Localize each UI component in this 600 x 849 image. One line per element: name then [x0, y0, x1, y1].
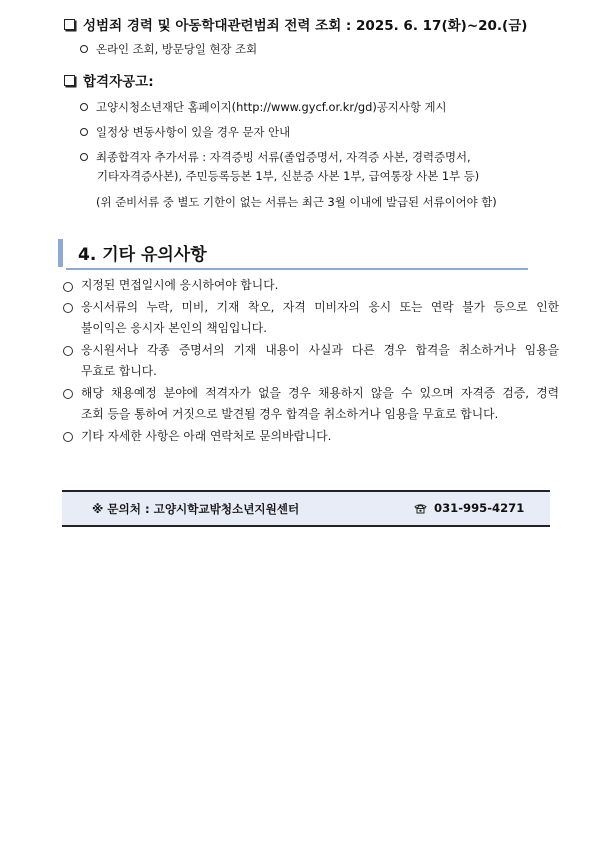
bullet-item	[63, 297, 559, 319]
announcement-item	[80, 124, 290, 140]
bullet-text: 지정된 면접일시에 응시하여야 합니다.	[81, 278, 279, 292]
circle-bullet-icon	[63, 303, 73, 313]
bullet-item-continuation	[63, 404, 559, 426]
circle-bullet-icon	[63, 432, 73, 442]
announcement-item-text: 최종합격자 추가서류 : 자격증빙 서류(졸업증명서, 자격증 사본, 경력증명서,	[96, 150, 471, 164]
contact-phone-number: 031-995-4271	[434, 501, 525, 515]
circle-bullet-icon	[63, 346, 73, 356]
bullet-item	[63, 340, 559, 362]
bullet-item-continuation	[63, 361, 559, 383]
bullet-text: 해당 채용예정 분야에 적격자가 없을 경우 채용하지 않을 수 있으며 자격증 검증, 경력	[81, 385, 559, 400]
announcement-item	[80, 99, 446, 115]
telephone-icon	[414, 503, 427, 514]
announcement-item	[80, 149, 471, 165]
ring-bullet-icon	[80, 128, 88, 136]
section-4-bullet-list	[63, 275, 559, 447]
criminal-check-sub	[80, 41, 257, 57]
announcement-item-continuation: 기타자격증사본), 주민등록등본 1부, 신분증 사본 1부, 급여통장 사본 1부 등)	[97, 169, 480, 183]
bullet-text: 응시서류의 누락, 미비, 기재 착오, 자격 미비자의 응시 또는 연락 불가 등으로 인한	[81, 299, 559, 314]
section-4-title: 4. 기타 유의사항	[78, 245, 207, 265]
announcement-heading-text: 합격자공고:	[83, 74, 154, 90]
bullet-item	[63, 383, 559, 405]
criminal-check-heading	[64, 14, 527, 34]
section-4-header	[58, 236, 528, 270]
circle-bullet-icon	[63, 282, 73, 292]
bullet-item	[63, 275, 559, 297]
bullet-text: 무효로 합니다.	[81, 364, 157, 378]
checkbox-bullet-icon	[64, 75, 75, 86]
announcement-item-text: 일정상 변동사항이 있을 경우 문자 안내	[96, 125, 291, 139]
ring-bullet-icon	[80, 103, 88, 111]
bullet-text: 기타 자세한 사항은 아래 연락처로 문의바랍니다.	[81, 428, 332, 443]
announcement-heading	[64, 70, 154, 90]
ring-bullet-icon	[80, 45, 88, 53]
criminal-check-heading-text: 성범죄 경력 및 아동학대관련범죄 전력 조회 : 2025. 6. 17(화)~20.(금)	[83, 18, 528, 34]
bullet-item-continuation	[63, 318, 559, 340]
announcement-item-text: 고양시청소년재단 홈페이지(http://www.gycf.or.kr/gd)공지사항 게시	[96, 100, 447, 114]
bullet-item	[63, 426, 559, 448]
bullet-text: 조회 등을 통하여 거짓으로 발견될 경우 합격을 취소하거나 임용을 무효로 합니다.	[81, 407, 499, 421]
bullet-text: 불이익은 응시자 본인의 책임입니다.	[81, 321, 267, 335]
bullet-text: 응시원서나 각종 증명서의 기재 내용이 사실과 다른 경우 합격을 취소하거나 임용을	[81, 342, 559, 357]
contact-label: ※ 문의처 : 고양시학교밖청소년지원센터	[92, 502, 300, 516]
checkbox-bullet-icon	[64, 19, 75, 30]
section-accent-bar	[58, 239, 63, 267]
announcement-note: (위 준비서류 중 별도 기한이 없는 서류는 최근 3월 이내에 발급된 서류이어야 함)	[96, 195, 497, 209]
criminal-check-sub-text: 온라인 조회, 방문당일 현장 조회	[96, 42, 258, 56]
section-divider	[66, 268, 528, 270]
contact-phone	[414, 501, 524, 515]
contact-box	[62, 490, 550, 527]
ring-bullet-icon	[80, 153, 88, 161]
circle-bullet-icon	[63, 389, 73, 399]
